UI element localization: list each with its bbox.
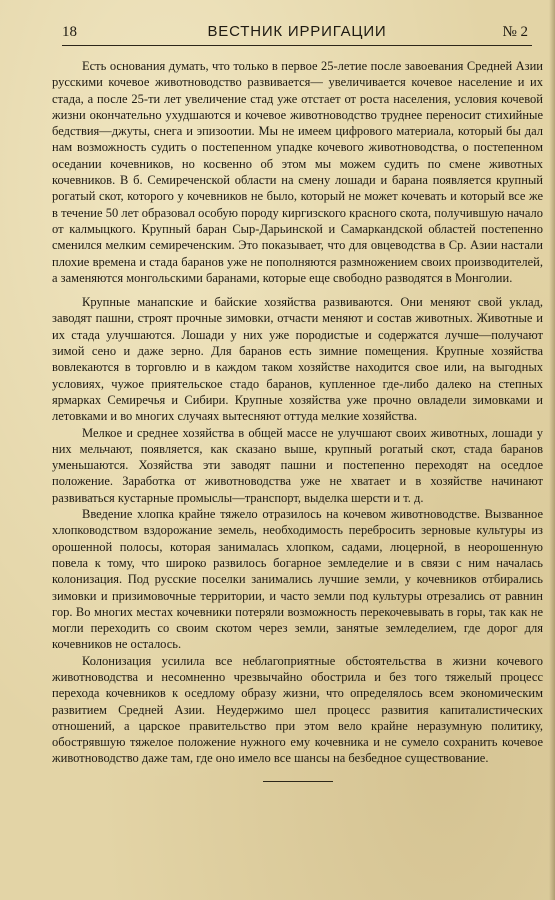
paragraph-small-farms: Мелкое и среднее хозяйства в общей массе не улучшают своих животных, лошади у них мельчают, появляется, как сказано выше, крупный рогатый скот, стада баранов уменьшаются. Хозяйства эти заводят пашни и постепенно переходят на оседлое положение. Заработка от животноводства уже не хватает и в хозяйстве начинают развиваться кустарные промыслы—транспорт, выделка шерсти и т. д.: [52, 425, 543, 505]
header-rule: [62, 45, 532, 46]
paragraph-nomad-livestock-decline: Есть основания думать, что только в первое 25-летие после завоевания Средней Азии русскими кочевое животноводство развивается— увеличивается кочевое население и их стада, а после 25-ти лет увеличение стад уже отстает от роста населения, условия кочевой жизни окончательно ухудшаются и кочевое животноводство труднее переносит стихийные бедствия—джуты, снега и эпизоотии. Мы не имеем цифрового материала, который бы дал нам возможность судить о постепенном упадке кочевого животноводства, о постепенном оседании кочевников, но косвенно об этом мы можем судить по смене животных кочевников. В б. Семиреченской области на смену лошади и барана появляется крупный рогатый скот, которого у кочевников не было, который не может кочевать и который все же в течение 50 лет образовал особую породу киргизского красного скота, получившую начало от калмыцкого. Крупный баран Сыр-Дарьинской и Самаркандской областей постепенно сменился мелким семиреченским. Это показывает, что для овцеводства в Ср. Азии настали плохие времена и стада баранов уже не пополняются размножением своих производителей, а заменяются монгольскими баранами, которые еще свободно разводятся в Монголии.: [52, 59, 543, 285]
end-rule: [263, 781, 333, 782]
journal-title: ВЕСТНИК ИРРИГАЦИИ: [207, 23, 387, 40]
paragraph-cotton-introduction: Введение хлопка крайне тяжело отразилось на кочевом животноводстве. Вызванное хлопководством вздорожание земель, необходимость перебросить зерновые культуры из орошенной полосы, которая занималась хлопком, садами, люцерной, в неорошенную повела к тому, что широко развилось богарное земледелие и в связи с ним началась колонизация. Под русские поселки занимались лучшие земли, у кочевников отбирались зимовки и призимовочные территории, и часто земли под культуры отрезались от равнин гор. Во многих местах кочевники потеряли возможность перекочевывать в горы, так как не могли переходить со своим скотом через земли, занятые земледелием, где дорог для кочевников не осталось.: [52, 507, 543, 652]
issue-number: № 2: [502, 24, 528, 40]
paragraph-large-farms: Крупные манапские и байские хозяйства развиваются. Они меняют свой уклад, заводят пашни, строят прочные зимовки, отчасти меняют и состав животных. Животные и их стада улучшаются. Лошади у них уже породистые и содержатся лучше—получают зимой сено и даже зерно. Для баранов есть зимние помещения. Крупные хозяйства вовлекаются в торговлю и в каждом таком хозяйстве находится свое или, на выгодных условиях, чужое приятельское стадо баранов, купленное где-либо далеко на степных ярмарках Семиречья и Сибири. Крупные хозяйства уже прочно овладели зимовками и летовками и во многих случаях вытесняют оттуда мелкие хозяйства.: [52, 295, 543, 424]
article-body: [52, 58, 543, 782]
running-head: [62, 22, 532, 46]
page-edge-shadow: [549, 0, 555, 900]
paragraph-colonization: Колонизация усилила все неблагоприятные обстоятельства в жизни кочевого животноводства и несомненно чрезвычайно обострила и без того тяжелый процесс перехода кочевников к оседлому образу жизни, что определялось всем экономическим развитием Средней Азии. Неудержимо шел процесс развития капиталистических отношений, а царское правительство при этом вело крайне неразумную политику, обострявшую тяжелое положение нужного ему кочевника и не сумело сохранить кочевое животноводство даже там, где оно имело все шансы на безбедное существование.: [52, 653, 543, 766]
page-number: 18: [62, 24, 77, 40]
